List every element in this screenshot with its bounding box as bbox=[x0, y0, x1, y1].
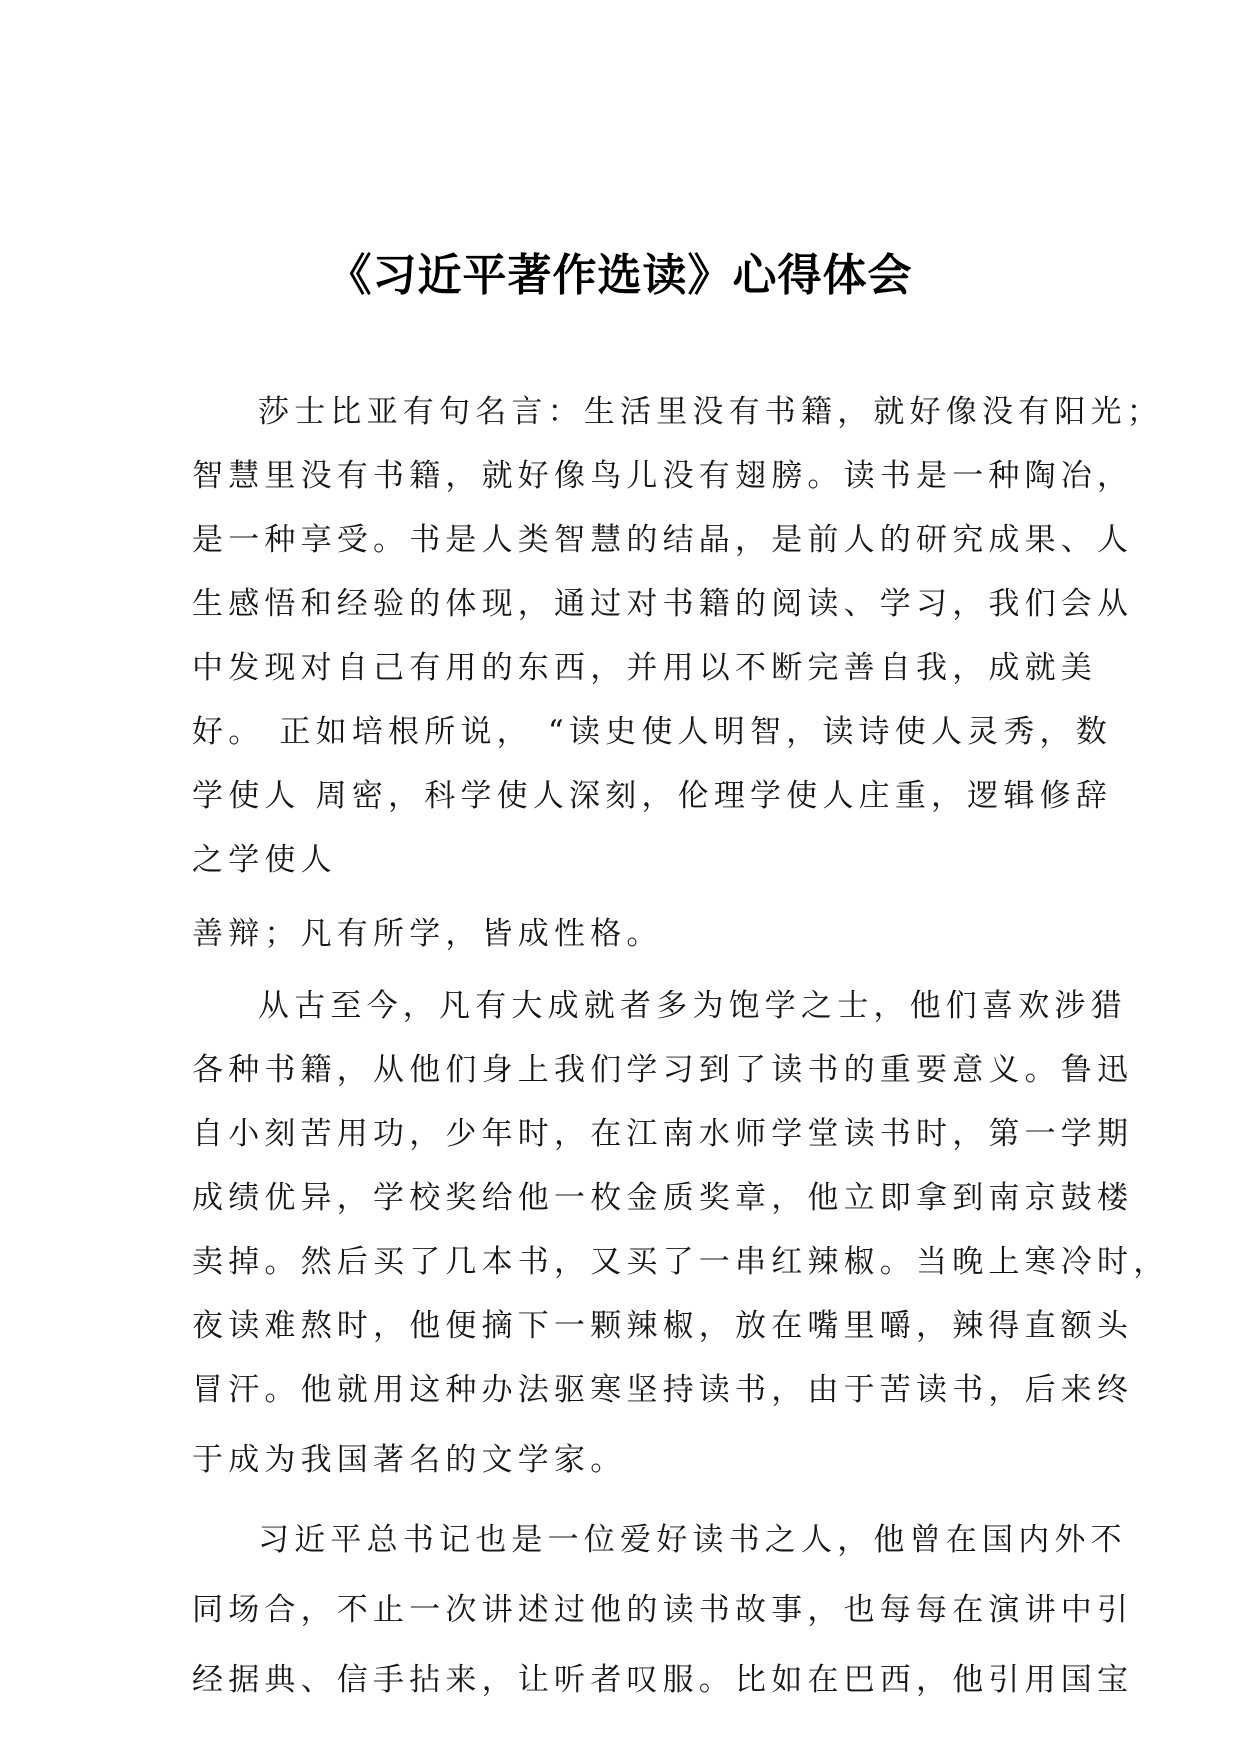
text-line: 智慧里没有书籍，就好像鸟儿没有翅膀。读书是一种陶冶， bbox=[192, 458, 1134, 494]
text-line: 习近平总书记也是一位爱好读书之人，他曾在国内外不 bbox=[258, 1522, 1127, 1558]
text-line: 从古至今，凡有大成就者多为饱学之士，他们喜欢涉猎 bbox=[258, 988, 1127, 1024]
text-line: 好。 正如培根所说， “读史使人明智，读诗使人灵秀，数 bbox=[192, 714, 1112, 750]
text-line: 卖掉。然后买了几本书，又买了一串红辣椒。当晚上寒冷时， bbox=[192, 1244, 1170, 1280]
text-line: 中发现对自己有用的东西，并用以不断完善自我，成就美 bbox=[192, 650, 1097, 686]
document-title: 《习近平著作选读》心得体会 bbox=[327, 250, 913, 301]
text-line: 同场合，不止一次讲述过他的读书故事，也每每在演讲中引 bbox=[192, 1592, 1134, 1628]
text-line: 自小刻苦用功，少年时，在江南水师学堂读书时，第一学期 bbox=[192, 1116, 1134, 1152]
text-line: 是一种享受。书是人类智慧的结晶，是前人的研究成果、人 bbox=[192, 522, 1134, 558]
text-line: 经据典、信手拈来，让听者叹服。比如在巴西，他引用国宝 bbox=[192, 1662, 1134, 1698]
text-line: 于成为我国著名的文学家。 bbox=[192, 1442, 627, 1478]
text-line: 成绩优异，学校奖给他一枚金质奖章，他立即拿到南京鼓楼 bbox=[192, 1180, 1134, 1216]
text-line: 夜读难熬时，他便摘下一颗辣椒，放在嘴里嚼，辣得直额头 bbox=[192, 1308, 1134, 1344]
text-line: 莎士比亚有句名言：生活里没有书籍，就好像没有阳光； bbox=[258, 394, 1163, 430]
text-line: 冒汗。他就用这种办法驱寒坚持读书，由于苦读书，后来终 bbox=[192, 1372, 1134, 1408]
text-line: 各种书籍，从他们身上我们学习到了读书的重要意义。鲁迅 bbox=[192, 1052, 1134, 1088]
text-line: 善辩；凡有所学，皆成性格。 bbox=[192, 916, 663, 952]
text-line: 学使人 周密，科学使人深刻，伦理学使人庄重，逻辑修辞 bbox=[192, 778, 1113, 814]
text-line: 生感悟和经验的体现，通过对书籍的阅读、学习，我们会从 bbox=[192, 586, 1134, 622]
text-line: 之学使人 bbox=[192, 842, 337, 878]
